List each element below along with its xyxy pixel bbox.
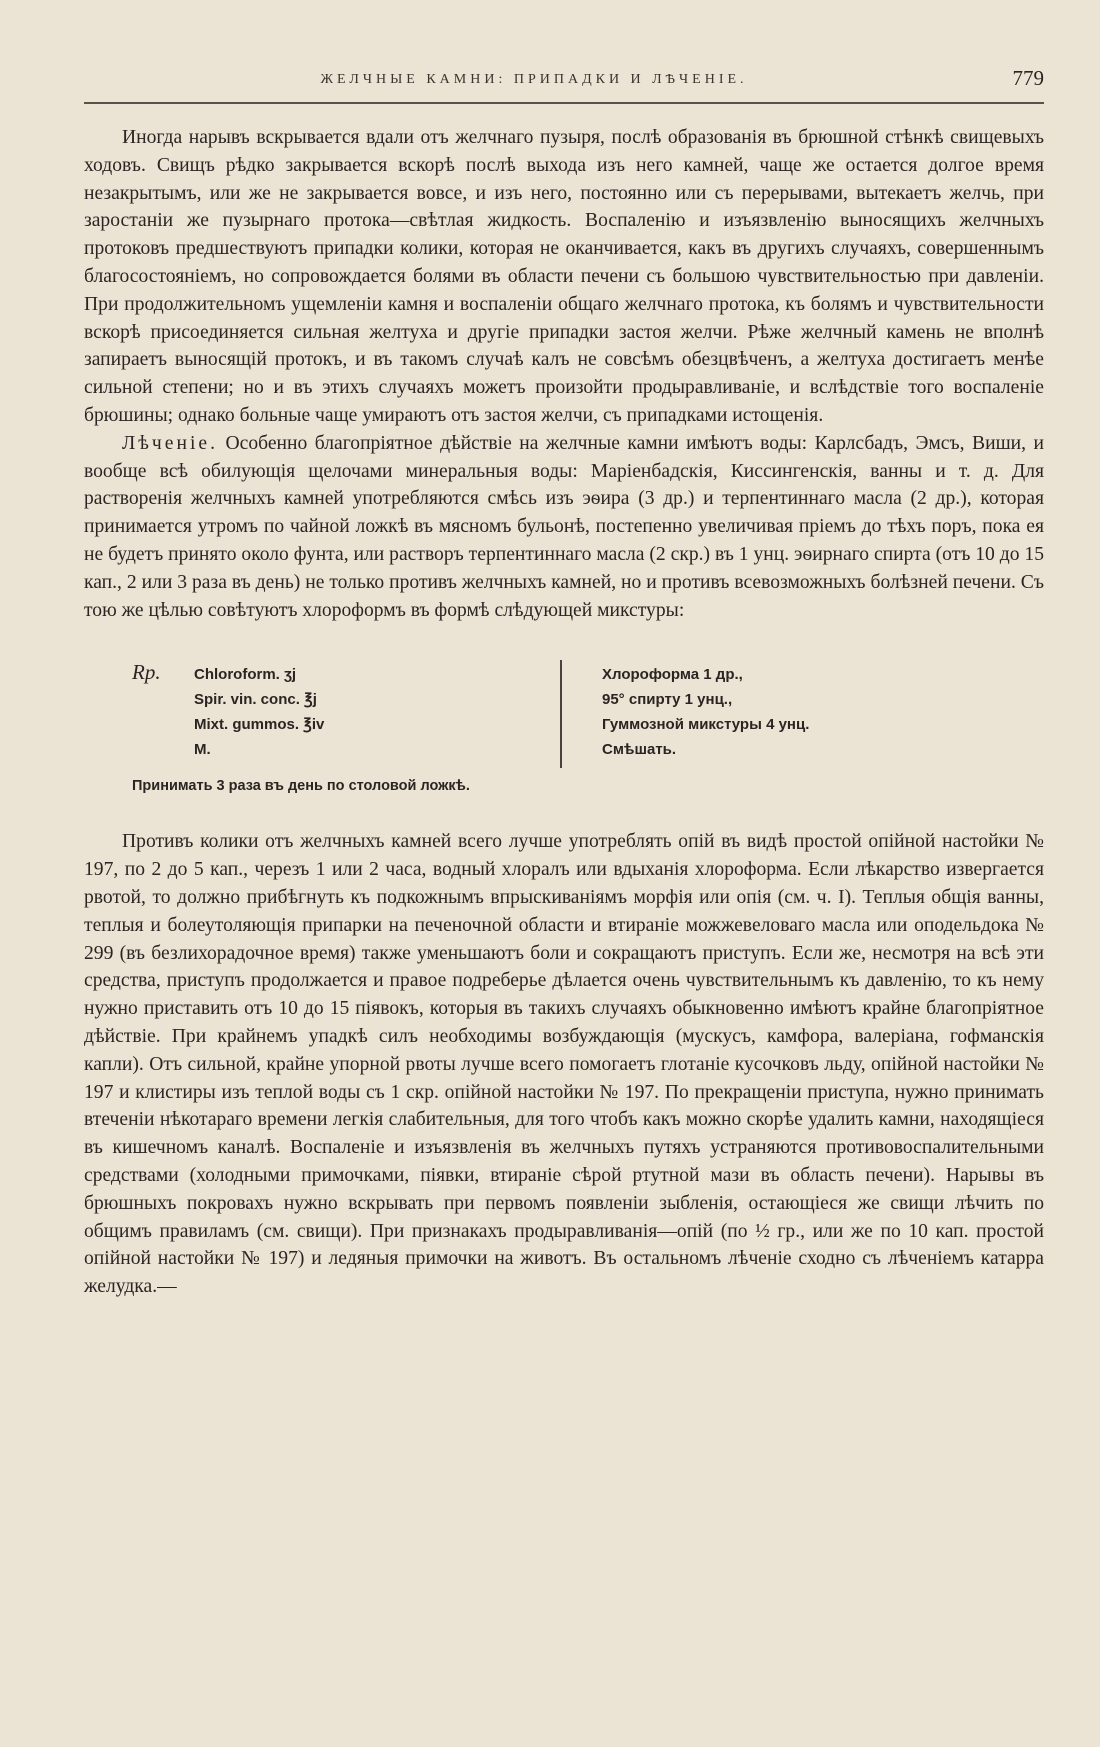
- russian-line: Гуммозной микстуры 4 унц.: [602, 716, 810, 734]
- paragraph-treatment: [84, 430, 1044, 625]
- prescription-russian: [602, 662, 809, 762]
- latin-line: Mixt. gummos. ℥iv: [194, 716, 325, 734]
- russian-line: Хлороформа 1 др.,: [602, 666, 743, 684]
- running-title: ЖЕЛЧНЫЕ КАМНИ: ПРИПАДКИ И ЛѢЧЕНІЕ.: [320, 72, 748, 87]
- latin-line: M.: [194, 741, 211, 759]
- latin-line: Spir. vin. conc. ℥j: [194, 691, 317, 709]
- prescription-block: [84, 660, 1044, 778]
- treatment-heading: Лѣченіе.: [122, 432, 219, 454]
- latin-line: Chloroform. ʒj: [194, 666, 297, 684]
- page-number: 779: [1012, 66, 1044, 90]
- header-rule: [84, 102, 1044, 104]
- dosage-instruction: Принимать 3 раза въ день по столовой ложкѣ.: [132, 778, 470, 795]
- paragraph-colic-treatment: Противъ колики отъ желчныхъ камней всего лучше употреблять опій въ видѣ простой опійной настойки № 197, по 2 до 5 кап., черезъ 1 или 2 часа, водный хлоралъ или вдыханія хлороформа. Если лѣкарство извергается рвотой, то должно прибѣгнуть къ подкожнымъ впрыскиваніямъ морфія или опія (см. ч. I). Теплыя общія ванны, теплыя и болеутоляющія припарки на печеночной области и втираніе можжевеловаго масла или оподельдока № 299 (въ безлихорадочное время) также уменьшаютъ боли и сокращаютъ приступъ. Если же, несмотря на всѣ эти средства, приступъ продолжается и правое подреберье дѣлается очень чувствительнымъ къ давленію, то къ нему нужно приставить отъ 10 до 15 піявокъ, которыя въ такихъ случаяхъ обыкновенно имѣютъ крайне благопріятное дѣйствіе. При крайнемъ упадкѣ силъ необходимы возбуждающія (мускусъ, камфора, валеріана, гофманскія капли). Отъ сильной, крайне упорной рвоты лучше всего помогаетъ глотаніе кусочковъ льду, опійной настойки № 197 и клистиры изъ теплой воды съ 1 скр. опійной настойки № 197. По прекращеніи приступа, нужно принимать втеченіи нѣкотараго времени легкія слабительныя, для того чтобъ какъ можно скорѣе удалить камни, находящіеся въ кишечномъ каналѣ. Воспаленіе и изъязвленія въ желчныхъ путяхъ устраняются противовоспалительными средствами (холодными примочками, піявки, втираніе сѣрой ртутной мази въ область печени). Нарывы въ брюшныхъ покровахъ нужно вскрывать при первомъ появленіи зыбленія, остающіеся же свищи лѣчить по общимъ правиламъ (см. свищи). При признакахъ продыравливанія—опій (по ½ гр., или же по 10 кап. простой опійной настойки № 197) и ледяныя примочки на животъ. Въ остальномъ лѣченіе сходно съ лѣченіемъ катарра желудка.—: [84, 831, 1044, 1298]
- paragraph-abscess: Иногда нарывъ вскрывается вдали отъ желчнаго пузыря, послѣ образованія въ брюшной стѣнкѣ свищевыхъ ходовъ. Свищъ рѣдко закрывается вскорѣ послѣ выхода изъ него камней, чаще же остается долгое время незакрытымъ, или же не закрывается вовсе, и изъ него, постоянно или съ перерывами, вытекаетъ желчь, при заростаніи же пузырнаго протока—свѣтлая жидкость. Воспаленію и изъязвленію выносящихъ желчныхъ протоковъ предшествуютъ припадки колики, которая не оканчивается, какъ въ другихъ случаяхъ, совершеннымъ благосостояніемъ, но сопровождается болями въ области печени съ большою чувствительностью при давленіи. При продолжительномъ ущемленіи камня и воспаленіи общаго желчнаго протока, къ болямъ и чувствительности вскорѣ присоединяется сильная желтуха и другіе припадки застоя желчи. Рѣже желчный камень не вполнѣ запираетъ выносящій протокъ, и въ такомъ случаѣ калъ не совсѣмъ обезцвѣченъ, а желтуха достигаетъ менѣе сильной степени; но и въ этихъ случаяхъ можетъ произойти продыравливаніе, и вслѣдствіе того воспаленіе брюшины; однако больные чаще умираютъ отъ застоя желчи, съ припадками истощенія.: [84, 127, 1044, 426]
- page-header: [84, 66, 1044, 96]
- russian-line: 95° спирту 1 унц.,: [602, 691, 733, 709]
- rp-mark: Rp.: [132, 660, 161, 685]
- prescription-latin: [194, 662, 324, 762]
- treatment-text: Особенно благопріятное дѣйствіе на желчные камни имѣютъ воды: Карлсбадъ, Эмсъ, Виши, и вообще всѣ обилующія щелочами минеральныя воды: Маріенбадскія, Киссингенскія, ванны и т. д. Для растворенія желчныхъ камней употребляются смѣсь изъ эѳира (3 др.) и терпентиннаго масла (2 др.), которая принимается утромъ по чайной ложкѣ въ мясномъ бульонѣ, постепенно увеличивая пріемъ до тѣхъ поръ, пока ея не будетъ принято около фунта, или растворъ терпентиннаго масла (2 скр.) въ 1 унц. эѳирнаго спирта (отъ 10 до 15 кап., 2 или 3 раза въ день) не только противъ желчныхъ камней, но и противъ всевозможныхъ болѣзней печени. Съ тою же цѣлью совѣтуютъ хлороформъ въ формѣ слѣдующей микстуры:: [84, 432, 1044, 621]
- column-divider: [560, 660, 562, 768]
- russian-line: Смѣшать.: [602, 741, 677, 759]
